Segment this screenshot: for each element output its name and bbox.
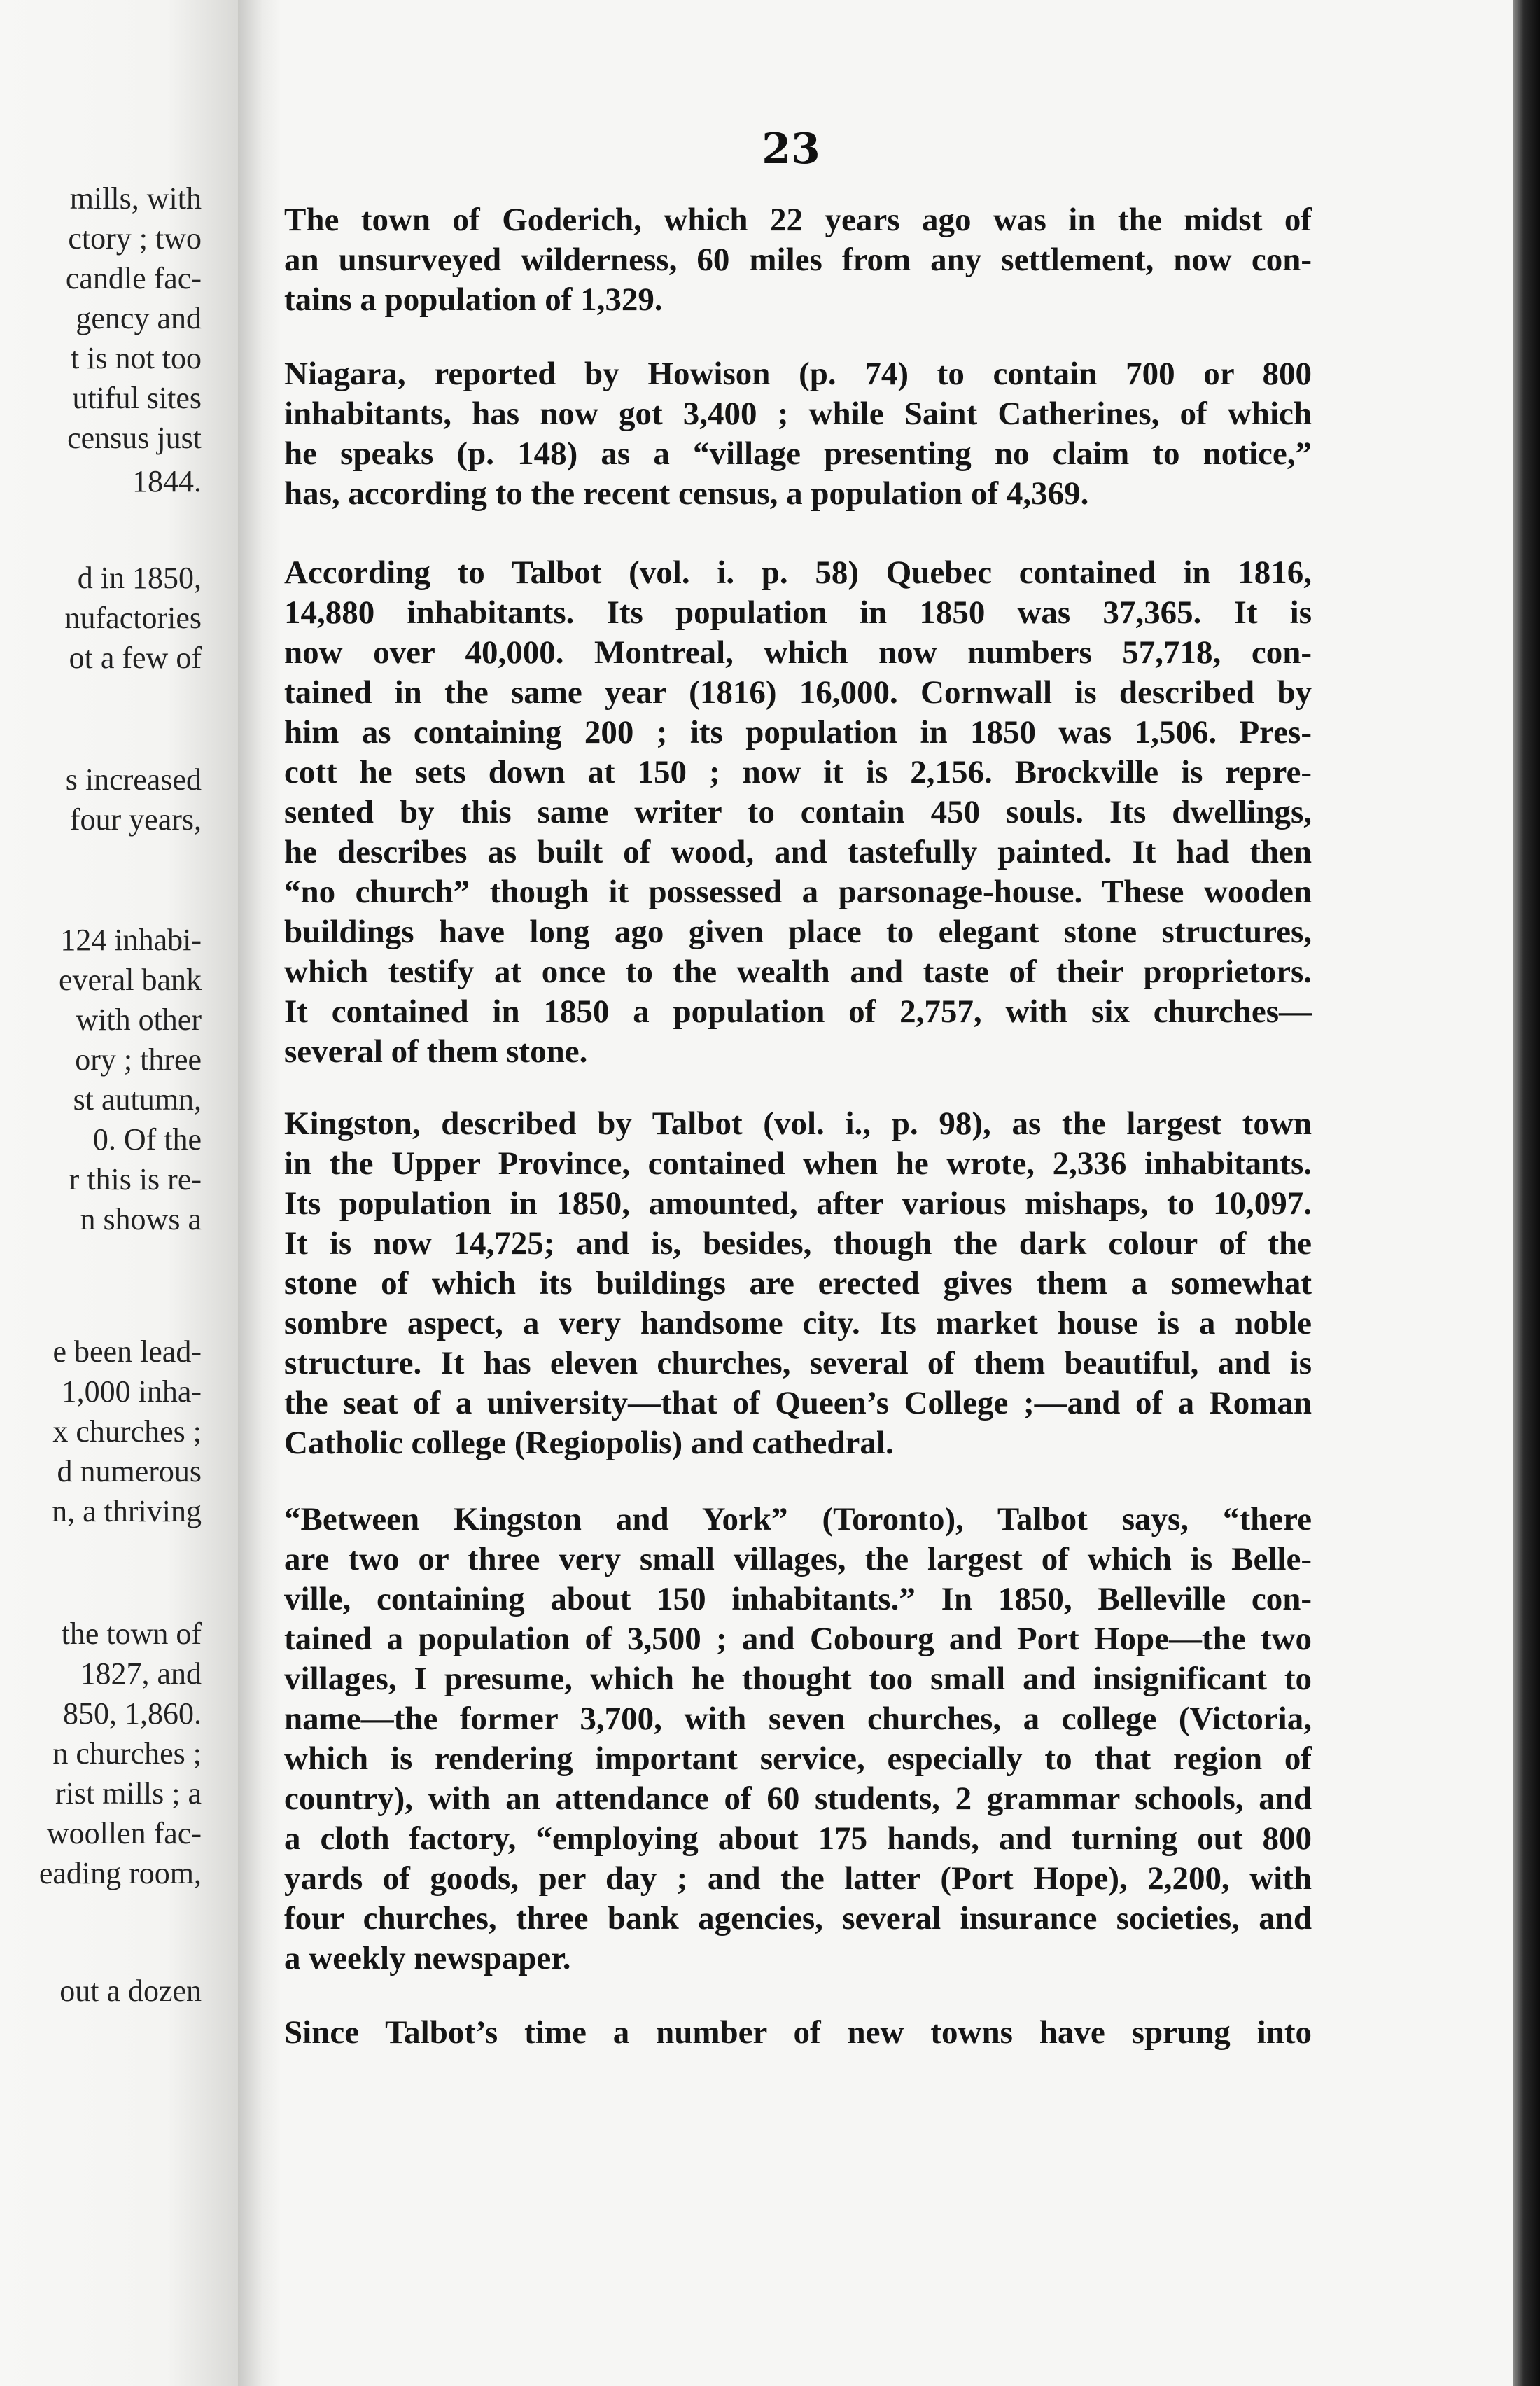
text-line: four churches, three bank agencies, several insurance societies, and <box>284 1900 1312 1937</box>
left-page-fragment: gency and <box>76 301 202 335</box>
text-line: a weekly newspaper. <box>284 1940 571 1976</box>
page-number: 23 <box>762 125 820 174</box>
text-line: structure. It has eleven churches, several of them beautiful, and is <box>284 1345 1312 1381</box>
left-page <box>0 0 238 2386</box>
text-line: “no church” though it possessed a parsonage-house. These wooden <box>284 874 1312 910</box>
left-page-fragment: d numerous <box>57 1454 202 1488</box>
text-line: he speaks (p. 148) as a “village presenting no claim to notice,” <box>284 435 1312 472</box>
text-line: an unsurveyed wilderness, 60 miles from any settlement, now con- <box>284 242 1312 278</box>
text-line: It is now 14,725; and is, besides, though the dark colour of the <box>284 1225 1312 1262</box>
left-page-fragment: e been lead- <box>52 1334 202 1369</box>
text-line: The town of Goderich, which 22 years ago was in the midst of <box>284 202 1312 238</box>
text-line: Since Talbot’s time a number of new towns have sprung into <box>284 2014 1312 2051</box>
text-line: sombre aspect, a very handsome city. Its market house is a noble <box>284 1305 1312 1341</box>
text-line: tains a population of 1,329. <box>284 281 663 318</box>
text-line: tained a population of 3,500 ; and Cobourg and Port Hope—the two <box>284 1621 1312 1657</box>
paragraph-goderich <box>284 200 1312 320</box>
left-page-fragment: with other <box>76 1003 202 1037</box>
text-line: “Between Kingston and York” (Toronto), Talbot says, “there <box>284 1501 1312 1537</box>
paragraph-kingston <box>284 1104 1312 1463</box>
text-line: Kingston, described by Talbot (vol. i., p. 98), as the largest town <box>284 1105 1312 1142</box>
text-line: buildings have long ago given place to elegant stone structures, <box>284 914 1312 950</box>
text-line: which is rendering important service, especially to that region of <box>284 1740 1312 1777</box>
left-page-fragment: 1844. <box>132 464 202 498</box>
book-gutter <box>238 0 280 2386</box>
left-page-fragment: 0. Of the <box>92 1122 202 1157</box>
left-page-fragment: ory ; three <box>75 1042 202 1077</box>
left-page-fragment: 124 inhabi- <box>60 923 202 957</box>
text-line: villages, I presume, which he thought too small and insignificant to <box>284 1661 1312 1697</box>
left-page-fragment: census just <box>67 421 202 455</box>
text-line: Niagara, reported by Howison (p. 74) to contain 700 or 800 <box>284 356 1312 392</box>
text-line: cott he sets down at 150 ; now it is 2,156. Brockville is repre- <box>284 754 1312 790</box>
left-page-fragment: the town of <box>61 1617 202 1651</box>
paragraph-new-towns <box>284 2013 1312 2053</box>
left-page-fragment: t is not too <box>70 341 202 375</box>
left-page-fragment: 1827, and <box>80 1656 202 1691</box>
left-page-fragment: n churches ; <box>52 1736 202 1771</box>
paragraph-niagara <box>284 354 1312 514</box>
text-line: Catholic college (Regiopolis) and cathedral. <box>284 1425 894 1461</box>
text-line: inhabitants, has now got 3,400 ; while Saint Catherines, of which <box>284 396 1312 432</box>
text-line: country), with an attendance of 60 students, 2 grammar schools, and <box>284 1780 1312 1817</box>
text-line: in the Upper Province, contained when he wrote, 2,336 inhabitants. <box>284 1145 1312 1182</box>
left-page-fragment: utiful sites <box>72 381 202 415</box>
left-page-fragment: d in 1850, <box>77 561 202 595</box>
text-line: yards of goods, per day ; and the latter (Port Hope), 2,200, with <box>284 1860 1312 1897</box>
text-line: tained in the same year (1816) 16,000. Cornwall is described by <box>284 674 1312 711</box>
left-page-fragment: four years, <box>69 802 202 837</box>
left-page-fragment: 1,000 inha- <box>61 1374 202 1409</box>
left-page-fragment: r this is re- <box>69 1162 202 1197</box>
text-line: a cloth factory, “employing about 175 hands, and turning out 800 <box>284 1820 1312 1857</box>
left-page-fragment: candle fac- <box>65 261 202 295</box>
text-line: It contained in 1850 a population of 2,757, with six churches— <box>284 993 1312 1030</box>
left-page-fragment: mills, with <box>69 181 202 216</box>
left-page-fragment: st autumn, <box>73 1082 202 1117</box>
left-page-fragment: woollen fac- <box>46 1816 202 1850</box>
left-page-fragment: everal bank <box>59 963 202 997</box>
text-line: several of them stone. <box>284 1033 588 1070</box>
left-page-fragment: ctory ; two <box>68 221 202 256</box>
left-page-fragment: s increased <box>65 762 202 797</box>
paragraph-belleville-cobourg <box>284 1500 1312 1979</box>
text-line: name—the former 3,700, with seven churches, a college (Victoria, <box>284 1701 1312 1737</box>
text-line: has, according to the recent census, a population of 4,369. <box>284 475 1089 512</box>
left-page-fragment: n, a thriving <box>52 1494 202 1528</box>
text-line: ville, containing about 150 inhabitants.” In 1850, Belleville con- <box>284 1581 1312 1617</box>
text-line: 14,880 inhabitants. Its population in 1850 was 37,365. It is <box>284 594 1312 631</box>
text-line: stone of which its buildings are erected gives them a somewhat <box>284 1265 1312 1302</box>
text-line: now over 40,000. Montreal, which now numbers 57,718, con- <box>284 634 1312 671</box>
text-line: are two or three very small villages, the largest of which is Belle- <box>284 1541 1312 1577</box>
text-line: the seat of a university—that of Queen’s College ;—and of a Roman <box>284 1385 1312 1421</box>
left-page-fragment: out a dozen <box>59 1974 202 2008</box>
paragraph-quebec-montreal <box>284 553 1312 1072</box>
text-line: sented by this same writer to contain 450 souls. Its dwellings, <box>284 794 1312 830</box>
left-page-fragment: ot a few of <box>69 641 202 675</box>
left-page-fragment: x churches ; <box>52 1414 202 1449</box>
left-page-fragment: rist mills ; a <box>55 1776 202 1811</box>
text-line: Its population in 1850, amounted, after various mishaps, to 10,097. <box>284 1185 1312 1222</box>
left-page-fragment: nufactories <box>64 601 202 635</box>
left-page-fragment: n shows a <box>80 1202 202 1236</box>
text-line: him as containing 200 ; its population in 1850 was 1,506. Pres- <box>284 714 1312 751</box>
left-page-fragment: eading room, <box>38 1856 202 1890</box>
page-edge-shadow <box>1513 0 1540 2386</box>
text-line: he describes as built of wood, and tastefully painted. It had then <box>284 834 1312 870</box>
left-page-fragment: 850, 1,860. <box>63 1696 202 1731</box>
text-line: which testify at once to the wealth and taste of their proprietors. <box>284 954 1312 990</box>
text-line: According to Talbot (vol. i. p. 58) Quebec contained in 1816, <box>284 554 1312 591</box>
